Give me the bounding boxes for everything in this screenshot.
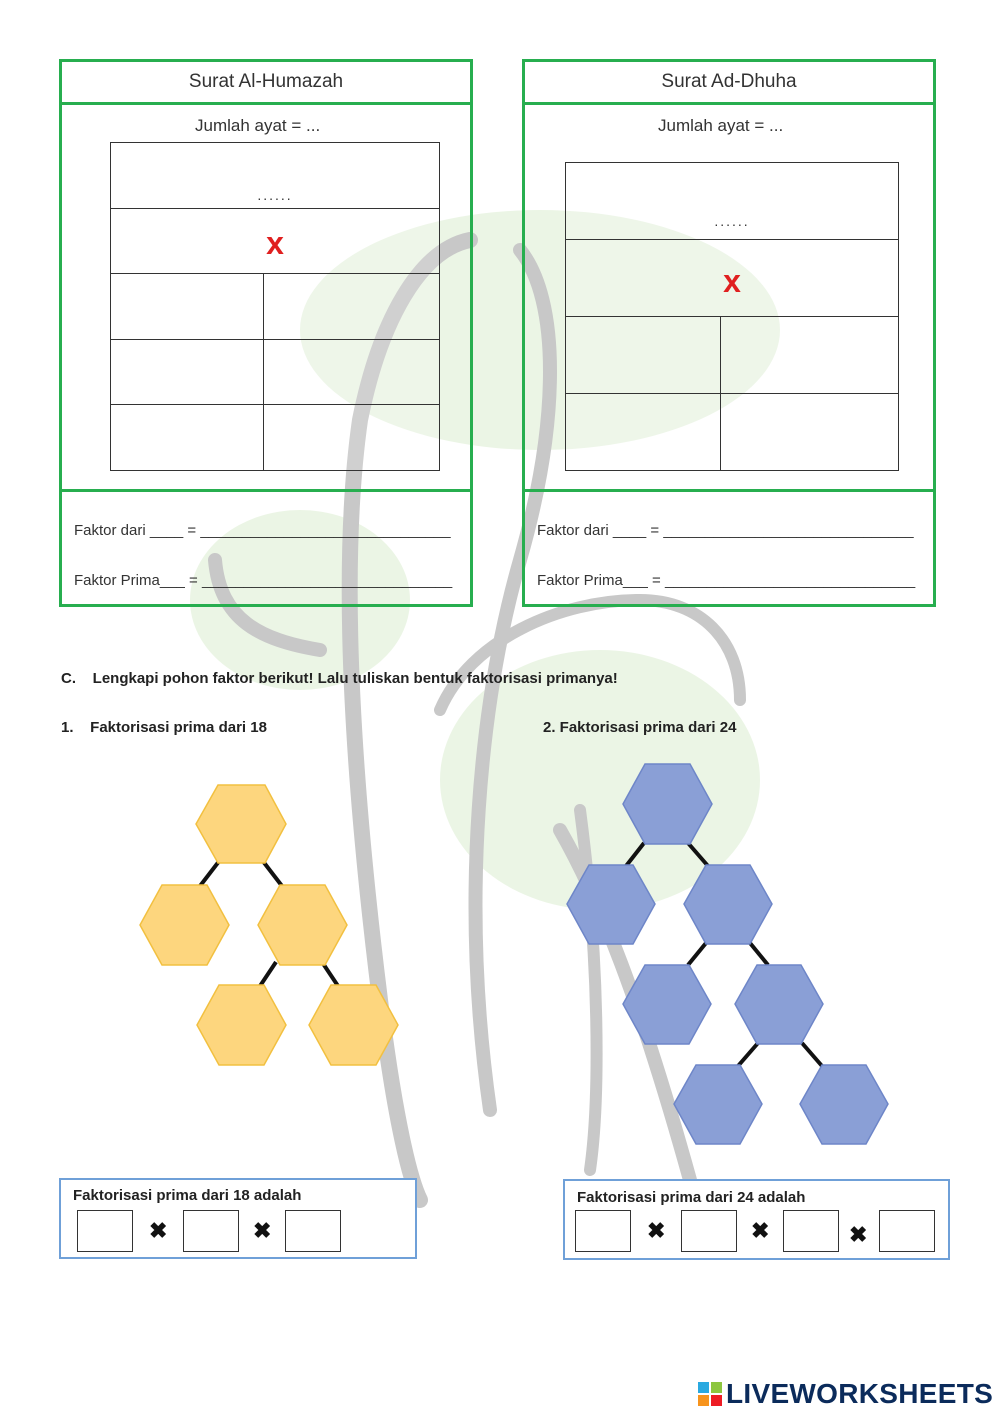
logo-blocks-icon [698,1382,722,1406]
multiply-icon: ✖ [647,1218,666,1243]
answer-input[interactable] [879,1210,935,1252]
multiply-sign: x [723,263,741,299]
hexagon-input[interactable] [674,1065,762,1144]
multiply-icon: ✖ [849,1222,868,1247]
answer-input[interactable] [285,1210,341,1252]
section-c-heading: C. Lengkapi pohon faktor berikut! Lalu tuliskan bentuk faktorisasi primanya! [61,670,618,687]
surat-title: Surat Ad-Dhuha [525,62,933,105]
logo-text: LIVEWORKSHEETS [726,1378,994,1409]
hexagon-input[interactable] [567,865,655,944]
answer-box-18 [59,1178,417,1259]
hexagon-input[interactable] [800,1065,888,1144]
multiply-icon: ✖ [149,1218,168,1243]
hexagon-input[interactable] [735,965,823,1044]
answer-input[interactable] [681,1210,737,1252]
multiply-icon: ✖ [253,1218,272,1243]
multiply-sign: x [266,225,284,261]
hexagon-input[interactable] [623,965,711,1044]
jumlah-ayat-label: Jumlah ayat = ... [195,116,321,135]
jumlah-ayat-label: Jumlah ayat = ... [658,116,784,135]
multiply-icon: ✖ [751,1218,770,1243]
answer-label: Faktorisasi prima dari 24 adalah [577,1189,806,1206]
hexagon-input[interactable] [623,764,712,844]
dots-placeholder: ...... [714,213,750,229]
answer-input[interactable] [783,1210,839,1252]
question-1-heading: 1. Faktorisasi prima dari 18 [61,719,267,736]
answer-box-24 [563,1179,950,1260]
dots-placeholder: ...... [257,187,293,203]
answer-input[interactable] [183,1210,239,1252]
surat-title: Surat Al-Humazah [62,62,470,105]
faktor-dari-line: Faktor dari ____ = ______________________________ [537,522,914,539]
answer-input[interactable] [575,1210,631,1252]
faktor-prima-line: Faktor Prima___ = ______________________________ [537,572,916,589]
answer-label: Faktorisasi prima dari 18 adalah [73,1187,302,1204]
hexagon-input[interactable] [684,865,772,944]
faktor-prima-line: Faktor Prima___ = ______________________________ [74,572,453,589]
faktor-dari-line: Faktor dari ____ = ______________________________ [74,522,451,539]
liveworksheets-logo [698,1378,994,1412]
question-2-heading: 2. Faktorisasi prima dari 24 [543,719,737,736]
answer-input[interactable] [77,1210,133,1252]
